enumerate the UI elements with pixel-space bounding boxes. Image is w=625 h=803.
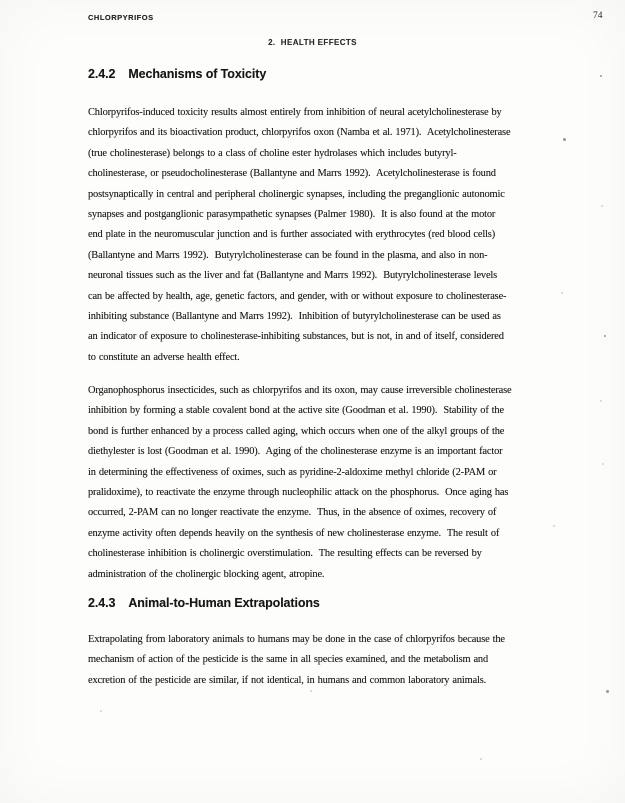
scan-speck: [602, 463, 604, 465]
text-line: Organophosphorus insecticides, such as chlorpyrifos and its oxon, may cause irreversible cholinesterase: [88, 385, 512, 396]
section-heading-mechanisms-of-toxicity: [88, 67, 266, 81]
text-line: (Ballantyne and Marrs 1992). Butyrylcholinesterase can be found in the plasma, and also in non-: [88, 249, 488, 261]
text-line: enzyme activity often depends heavily on the synthesis of new cholinesterase enzyme. The result of: [88, 527, 500, 539]
text-line: synapses and postganglionic parasympathetic synapses (Palmer 1980). It is also found at the motor: [88, 209, 496, 221]
text-line: neuronal tissues such as the liver and fat (Ballantyne and Marrs 1992). Butyrylcholinesterase levels: [88, 270, 498, 282]
scan-speck: [553, 525, 555, 527]
text-line: cholinesterase, or pseudocholinesterase (Ballantyne and Marrs 1992). Acetylcholinesterase is found: [88, 168, 496, 180]
text-line: inhibiting substance (Ballantyne and Marrs 1992). Inhibition of butyrylcholinesterase can be used as: [88, 311, 501, 323]
text-line: postsynaptically in central and peripheral cholinergic synapses, including the preganglionic autonomic: [88, 188, 505, 200]
scan-speck: [561, 292, 563, 294]
scan-speck: [310, 690, 312, 692]
text-line: Extrapolating from laboratory animals to humans may be done in the case of chlorpyrifos because the: [88, 634, 505, 645]
scan-speck: [604, 335, 606, 337]
text-line: excretion of the pesticide are similar, if not identical, in humans and common laboratory animals.: [88, 674, 487, 686]
text-line: an indicator of exposure to cholinesterase-inhibiting substances, but is not, in and of itself, considered: [88, 331, 504, 343]
page-number: 74: [593, 11, 603, 21]
paragraph-extrapolation: [88, 630, 568, 691]
scan-speck: [100, 710, 102, 712]
scan-speck: [480, 758, 482, 760]
paragraph-acetylcholinesterase: [88, 103, 568, 368]
text-line: cholinesterase inhibition is cholinergic overstimulation. The resulting effects can be reversed by: [88, 548, 482, 560]
section-title: Mechanisms of Toxicity: [128, 67, 267, 81]
scan-speck: [601, 205, 603, 207]
chapter-header: 2. HEALTH EFFECTS: [268, 38, 357, 47]
text-line: pralidoxime), to reactivate the enzyme through nucleophilic attack on the phosphorus. Once aging has: [88, 487, 509, 499]
text-line: bond is further enhanced by a process called aging, which occurs when one of the alkyl groups of the: [88, 425, 505, 437]
section-number: 2.4.2: [88, 67, 116, 81]
text-line: can be affected by health, age, genetic factors, and gender, with or without exposure to cholinesterase-: [88, 290, 507, 302]
text-line: chlorpyrifos and its bioactivation product, chlorpyrifos oxon (Namba et al. 1971). Acetylcholinesterase: [88, 127, 511, 139]
text-line: Chlorpyrifos-induced toxicity results almost entirely from inhibition of neural acetylcholinesterase by: [88, 107, 502, 118]
scan-speck: [606, 690, 609, 693]
text-line: inhibition by forming a stable covalent bond at the active site (Goodman et al. 1990). Stability of the: [88, 405, 504, 417]
scan-speck: [563, 138, 566, 141]
scan-speck: [600, 400, 602, 402]
scan-speck: [600, 75, 602, 77]
text-line: (true cholinesterase) belongs to a class of choline ester hydrolases which includes butyryl-: [88, 147, 457, 159]
section-number: 2.4.3: [88, 596, 116, 610]
text-line: mechanism of action of the pesticide is the same in all species examined, and the metabolism and: [88, 654, 489, 666]
section-heading-animal-to-human-extrapolations: [88, 596, 320, 610]
text-line: in determining the effectiveness of oximes, such as pyridine-2-aldoxime methyl chloride (2-PAM or: [88, 466, 497, 478]
text-line: to constitute an adverse health effect.: [88, 351, 240, 363]
text-line: end plate in the neuromuscular junction and is further associated with erythrocytes (red blood cells): [88, 229, 496, 241]
running-header-title: CHLORPYRIFOS: [88, 13, 154, 22]
section-title: Animal-to-Human Extrapolations: [128, 596, 320, 610]
text-line: diethylester is lost (Goodman et al. 1990). Aging of the cholinesterase enzyme is an important factor: [88, 446, 503, 458]
text-line: administration of the cholinergic blocking agent, atropine.: [88, 568, 325, 580]
text-line: occurred, 2-PAM can no longer reactivate the enzyme. Thus, in the absence of oximes, recovery of: [88, 507, 497, 519]
paragraph-organophosphorus-aging: [88, 381, 568, 585]
